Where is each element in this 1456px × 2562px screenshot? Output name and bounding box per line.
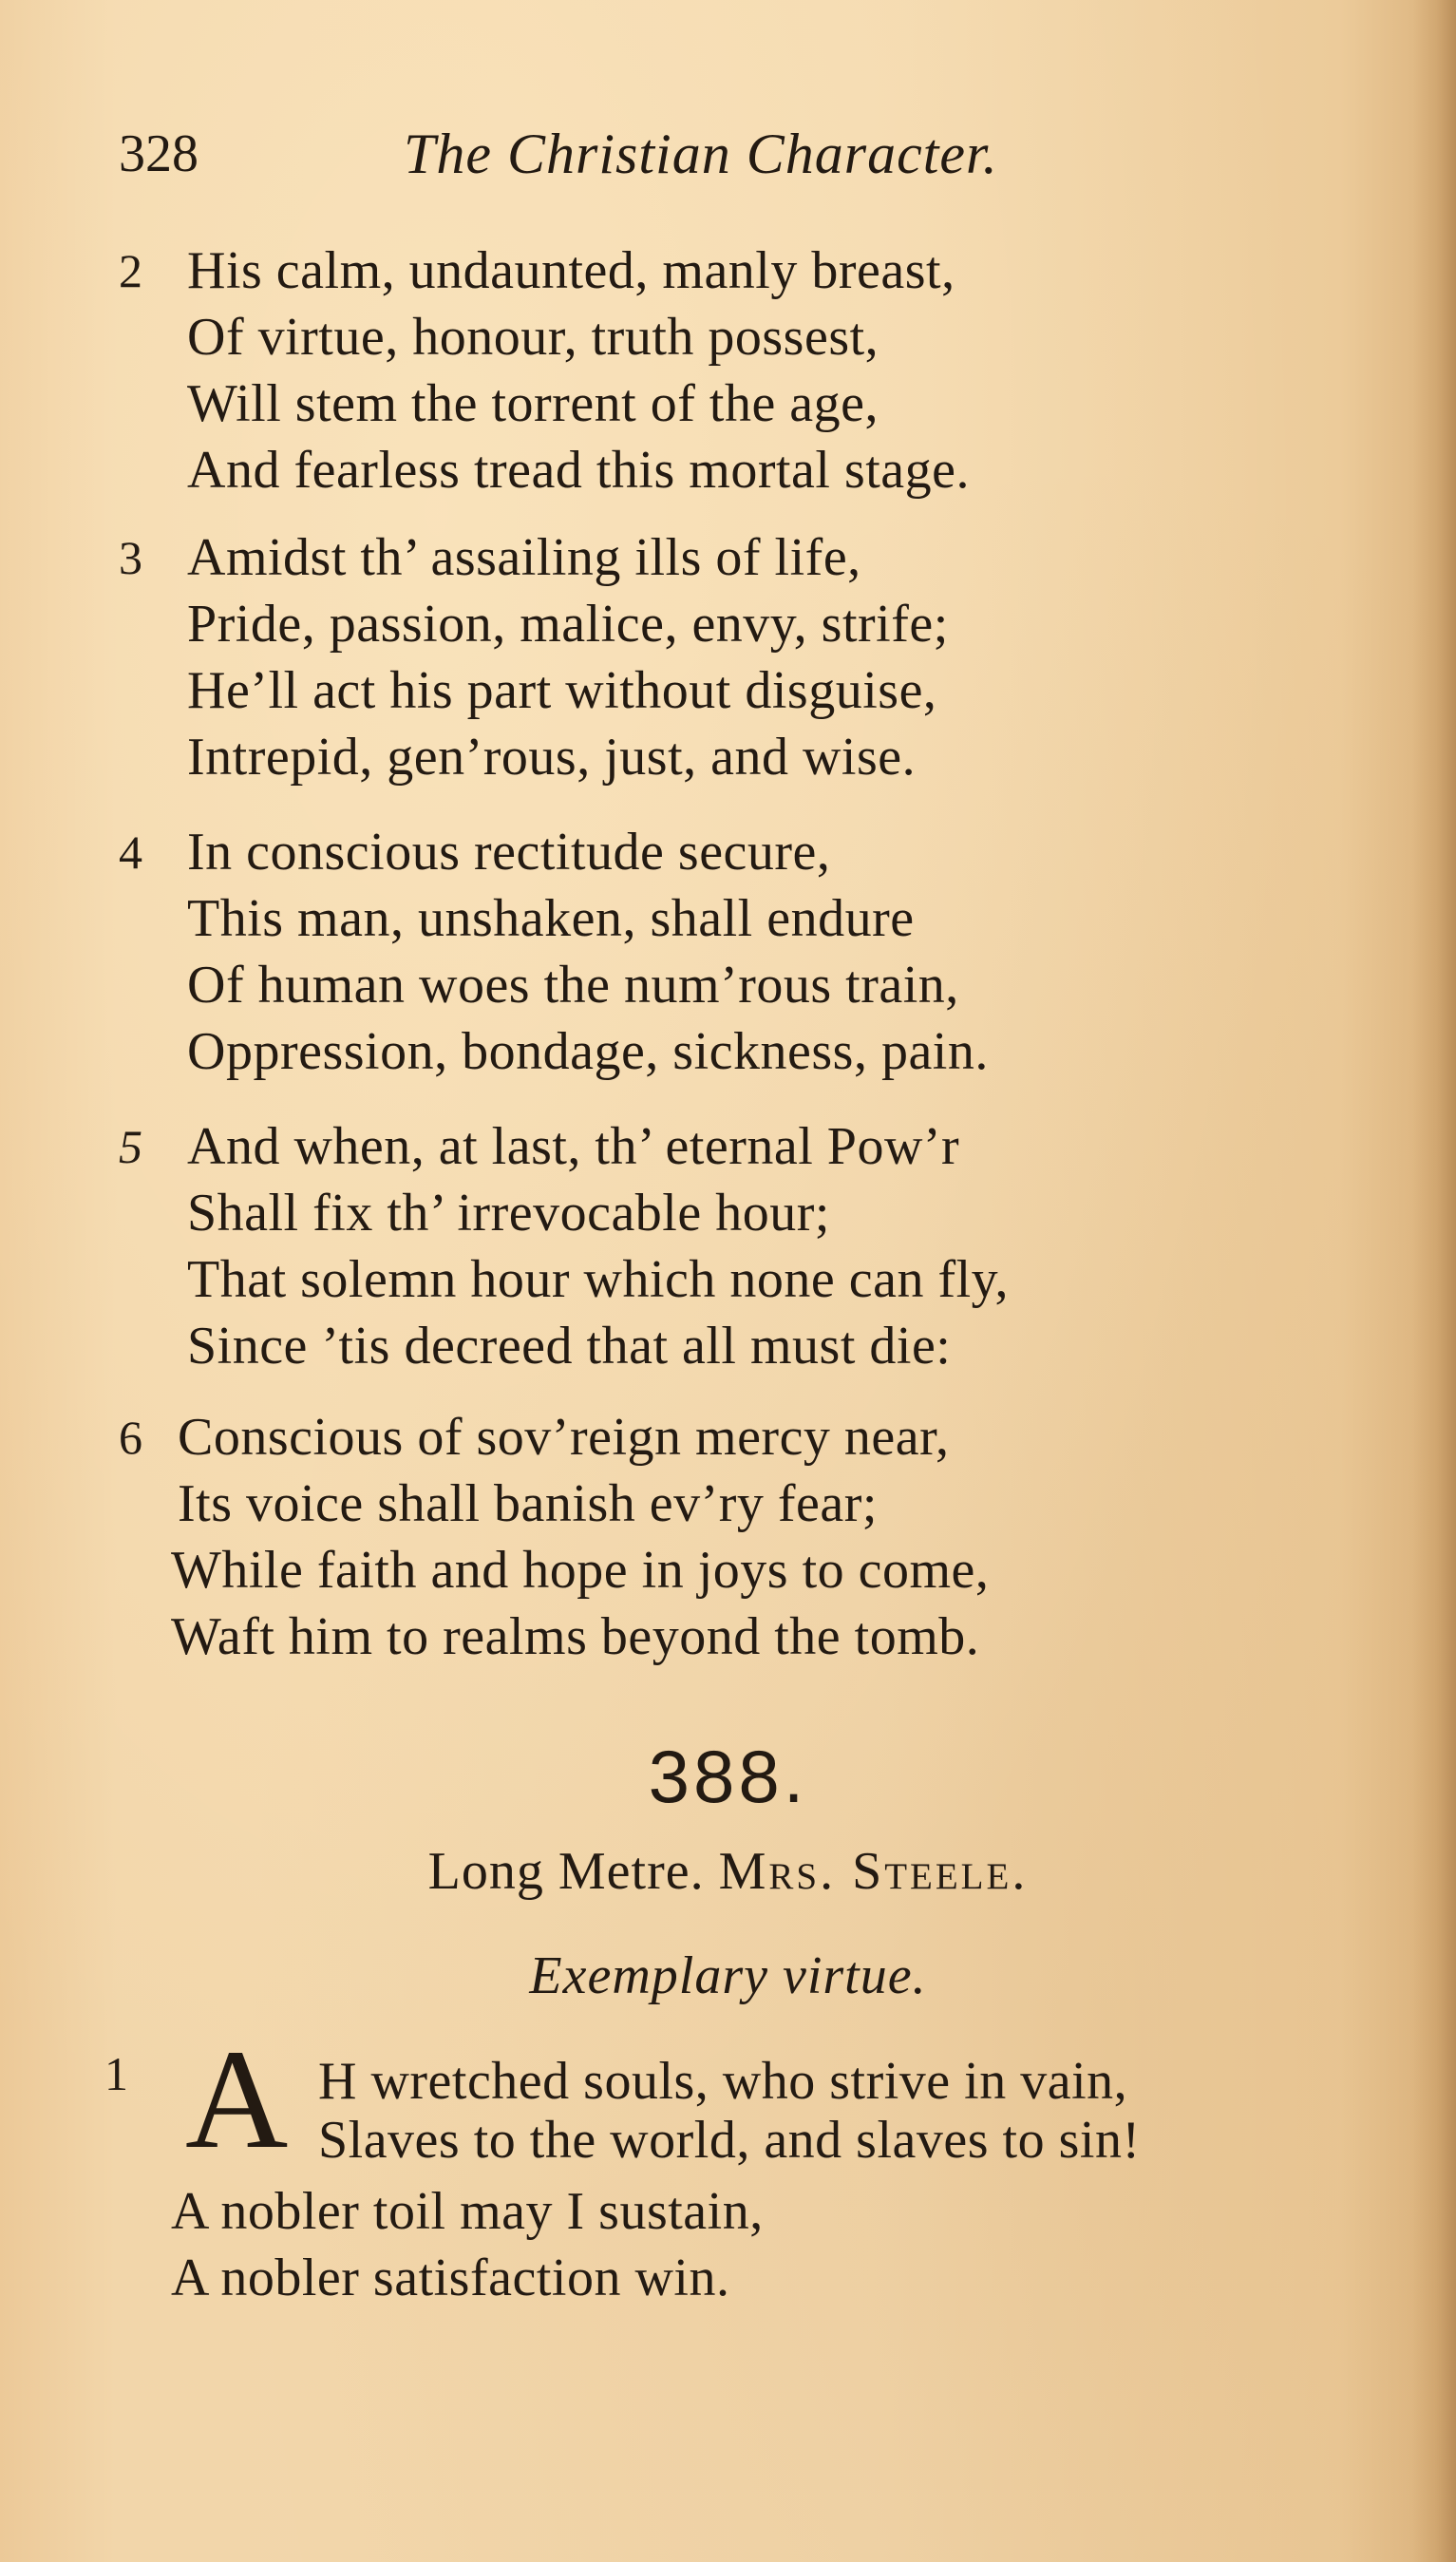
verse-line: Will stem the torrent of the age, — [187, 374, 879, 433]
verse-line: Intrepid, gen’rous, just, and wise. — [187, 728, 917, 787]
hymn-author: Mrs. Steele. — [718, 1842, 1029, 1901]
hymn-number: 388. — [648, 1735, 808, 1818]
verse-line: Slaves to the world, and slaves to sin! — [318, 2111, 1141, 2170]
verse-line: This man, unshaken, shall endure — [187, 889, 915, 948]
hymn-subject: Exemplary virtue. — [529, 1946, 927, 2005]
verse-line: Since ’tis decreed that all must die: — [187, 1317, 952, 1376]
stanza-number: 4 — [119, 826, 142, 879]
page-number: 328 — [119, 124, 199, 183]
stanza-number: 3 — [119, 531, 142, 584]
drop-cap: A — [185, 2021, 289, 2178]
verse-line: Of human woes the num’rous train, — [187, 956, 959, 1015]
verse-line: That solemn hour which none can fly, — [187, 1250, 1010, 1309]
verse-line: Conscious of sov’reign mercy near, — [178, 1408, 950, 1467]
verse-line: And fearless tread this mortal stage. — [187, 441, 971, 500]
verse-line: A nobler toil may I sustain, — [171, 2182, 764, 2241]
stanza-number: 1 — [104, 2047, 128, 2100]
verse-line: Its voice shall banish ev’ry fear; — [178, 1474, 878, 1533]
page-edge-shadow — [1412, 0, 1456, 2562]
hymn-metre-line — [0, 1838, 1456, 1905]
verse-line: His calm, undaunted, manly breast, — [187, 241, 955, 300]
stanza-number: 5 — [119, 1120, 142, 1173]
verse-line: Of virtue, honour, truth possest, — [187, 308, 879, 367]
stanza-number: 6 — [119, 1411, 142, 1464]
verse-line: Waft him to realms beyond the tomb. — [171, 1607, 980, 1666]
verse-line: In conscious rectitude secure, — [187, 823, 831, 882]
verse-line: Pride, passion, malice, envy, strife; — [187, 595, 949, 654]
verse-line: H wretched souls, who strive in vain, — [318, 2052, 1128, 2111]
verse-line: Amidst th’ assailing ills of life, — [187, 528, 861, 587]
running-title: The Christian Character. — [404, 123, 998, 185]
hymn-metre: Long Metre. — [427, 1842, 705, 1901]
stanza-number: 2 — [119, 244, 142, 297]
verse-line: And when, at last, th’ eternal Pow’r — [187, 1117, 960, 1176]
verse-line: While faith and hope in joys to come, — [171, 1541, 990, 1600]
verse-line: A nobler satisfaction win. — [171, 2249, 730, 2307]
verse-line: He’ll act his part without disguise, — [187, 661, 937, 720]
verse-line: Shall fix th’ irrevocable hour; — [187, 1184, 830, 1243]
verse-line: Oppression, bondage, sickness, pain. — [187, 1022, 989, 1081]
running-header — [119, 116, 1125, 192]
